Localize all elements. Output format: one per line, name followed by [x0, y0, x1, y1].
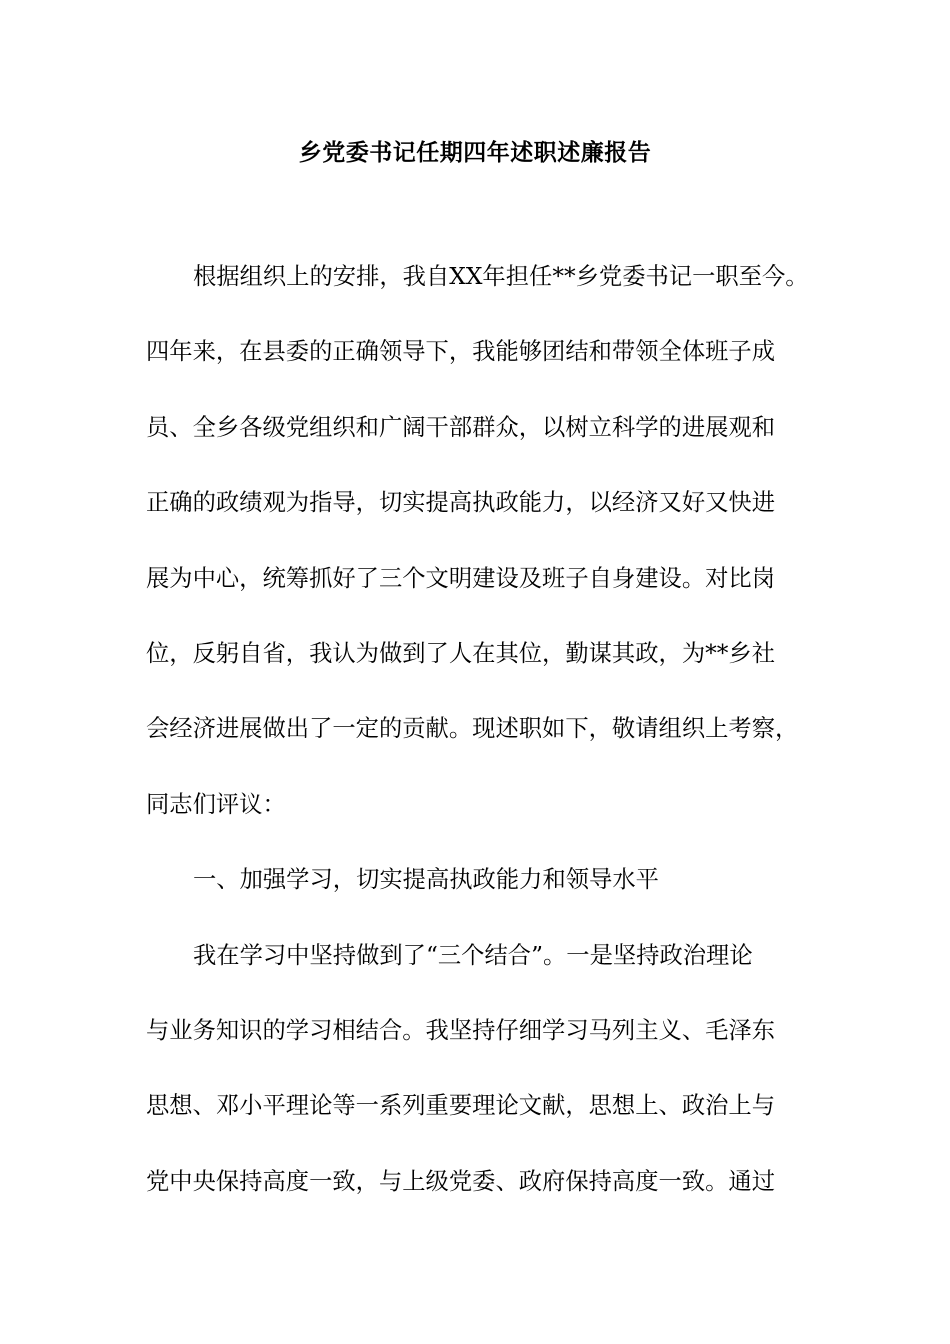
paragraph-2-line-3: 思想、邓小平理论等一系列重要理论文献，思想上、政治上与 — [146, 1092, 776, 1120]
paragraph-1-line-1: 根据组织上的安排，我自XX年担任**乡党委书记一职至今。 — [193, 263, 809, 290]
paragraph-2-line-4: 党中央保持高度一致，与上级党委、政府保持高度一致。通过 — [146, 1167, 776, 1195]
paragraph-1-line-5: 展为中心，统筹抓好了三个文明建设及班子自身建设。对比岗 — [146, 564, 776, 592]
paragraph-2-line-2: 与业务知识的学习相结合。我坚持仔细学习马列主义、毛泽东 — [146, 1016, 776, 1044]
paragraph-2-line-1: 我在学习中坚持做到了“三个结合”。一是坚持政治理论 — [193, 941, 753, 969]
paragraph-1-line-6: 位，反躬自省，我认为做到了人在其位，勤谋其政，为**乡社 — [146, 639, 776, 667]
paragraph-1-line-8: 同志们评议： — [146, 790, 286, 818]
section-heading-1: 一、加强学习，切实提高执政能力和领导水平 — [193, 866, 659, 894]
paragraph-1-line-4: 正确的政绩观为指导，切实提高执政能力，以经济又好又快进 — [146, 489, 776, 517]
paragraph-1-line-2: 四年来，在县委的正确领导下，我能够团结和带领全体班子成 — [146, 338, 776, 366]
paragraph-1-line-7: 会经济进展做出了一定的贡献。现述职如下，敬请组织上考察， — [146, 715, 799, 743]
document-body — [146, 252, 828, 1232]
paragraph-1-line-3: 员、全乡各级党组织和广阔干部群众，以树立科学的进展观和 — [146, 413, 776, 441]
document-title: 乡党委书记任期四年述职述廉报告 — [298, 139, 652, 166]
